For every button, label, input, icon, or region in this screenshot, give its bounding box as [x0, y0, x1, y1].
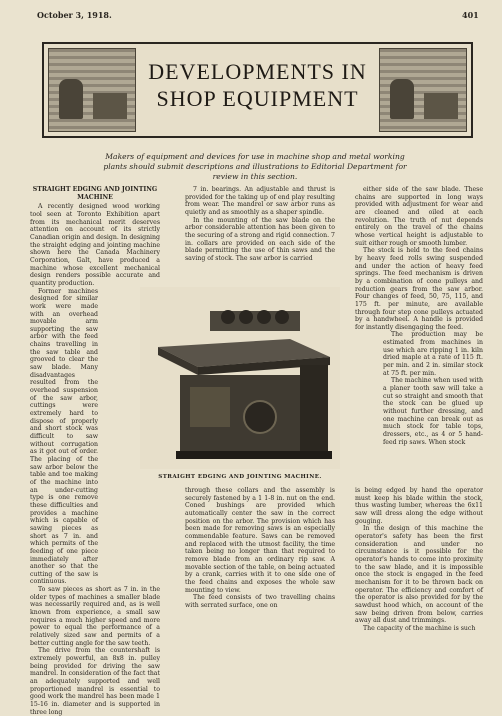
- article-column-2: [185, 186, 335, 263]
- paragraph: Former machines designed for similar work were made with an overhead movable arm supporting the saw arbor with the feed chains travelling in the saw table and grooved to clear the saw blade. Many disadvantages resulted from the overhead suspension of the saw arbor, cuttings were extremely hard to dispose of properly and short stock was difficult to saw without corrugation as it got out of order. The placing of the saw arbor below the table and toe making of the machine into an under-cutting type is one remove these difficulties and provides a machine which is capable of sawing pieces as short as 7 in. and which permits of the feeding of one piece immediately after another so that the cutting of the saw is continuous.: [30, 287, 98, 586]
- paragraph: In the mounting of the saw blade on the arbor considerable attention has been given to the securing of a strong and rigid connection. 7 in. collars are provided on each side of the blade permitting the use of thin saws and the saving of stock. The saw arbor is carried: [185, 216, 335, 262]
- section-banner: [42, 42, 473, 138]
- paragraph: through these collars and the assembly is securely fastened by a 1 1-8 in. nut on the end. Coned bushings are provided which automatically center the saw in the correct position on the arbor. The provision which has been made for removing saws is an especially commendable feature. Saws can be removed and replaced with the utmost facility, the time taken being no longer than that required to remove blade from an ordinary rip saw. A movable section of the table, on being actuated by a crank, carries with it to one side one of the feed chains and exposes the whole saw mounting to view.: [185, 487, 335, 594]
- section-intro: Makers of equipment and devices for use in machine shop and metal working plants should submit descriptions and illustrations to Editorial Department for review in this section.: [103, 152, 407, 181]
- page-date: October 3, 1918.: [37, 10, 112, 20]
- paragraph: is being edged by hand the operator must keep his blade within the stock, thus wasting lumber, whereas the 6x11 saw will dress along the edge without gouging.: [355, 487, 483, 525]
- article-column-3-continued: [355, 487, 483, 632]
- workshop-illustration-left: [48, 48, 136, 132]
- paragraph: To saw pieces as short as 7 in. in the older types of machines a smaller blade was necessarily required and, as is well known from experience, a small saw requires a much higher speed and more power to equal the performance of a relatively sized saw and permits of a better cutting angle for the saw teeth.: [30, 586, 160, 647]
- paragraph: A recently designed wood working tool seen at Toronto Exhibition apart from its mechanical merit deserves attention on account of its strictly Canadian origin and design. In designing the straight edging and jointing machine shown here the Canada Machinery Corporation, Galt, have produced a machine whose excellent mechanical design renders possible accurate and quantity production.: [30, 203, 160, 287]
- article-column-2-continued: [185, 487, 335, 610]
- paragraph: 7 in. bearings. An adjustable and thrust is provided for the taking up of end play resulting from wear. The mandrel or saw arbor runs as quietly and as smoothly as a shaper spindle.: [185, 186, 335, 216]
- paragraph: The drive from the countershaft is extremely powerful, an 8x8 in. pulley being provided for driving the saw mandrel. In consideration of the fact that an adequately supported and well proportioned mandrel is essential to good work the mandrel has been made 1 15-16 in. diameter and is supported in three long: [30, 647, 160, 716]
- photo-caption: STRAIGHT EDGING AND JOINTING MACHINE.: [158, 474, 322, 480]
- paragraph: The production may be estimated from machines in use which are ripping 1 in. kiln dried maple at a rate of 115 ft. per min. and 2 in. similar stock at 75 ft. per min.: [383, 331, 483, 377]
- article-column-3: [355, 186, 483, 446]
- machine-photo: [140, 287, 340, 469]
- article-heading: STRAIGHT EDGING AND JOINTING MACHINE: [32, 186, 158, 201]
- section-title: DEVELOPMENTS IN SHOP EQUIPMENT: [148, 59, 367, 111]
- paragraph: In the design of this machine the operator's safety has been the first consideration and under no circumstance is it possible for the operator's hands to come into proximity to the saw blade, and it is impossible once the stock is engaged in the feed mechanism for it to be thrown back on operator. The efficiency and comfort of the operator is also provided for by the sawdust hood which, on account of the saw being driven from below, carries away all dust and trimmings.: [355, 525, 483, 625]
- page-number: 401: [462, 10, 479, 20]
- paragraph: The machine when used with a planer tooth saw will take a cut so straight and smooth that the stock can be glued up without further dressing, and one machine can break out as much stock for table tops, dressers, etc., as 4 or 5 hand-feed rip saws. When stock: [383, 377, 483, 446]
- paragraph: The capacity of the machine is such: [363, 624, 476, 632]
- paragraph: either side of the saw blade. These chains are supported in long ways provided with adjustment for wear and are cleaned and oiled at each revolution. The truth of nut depends entirely on the travel of the chains whose vertical height is adjustable to suit either rough or smooth lumber.: [355, 186, 483, 247]
- workshop-illustration-right: [379, 48, 467, 132]
- jointing-machine-illustration: [140, 287, 340, 469]
- paragraph: The stock is held to the feed chains by heavy feed rolls swing suspended and under the action of heavy feed springs. The feed mechanism is driven by a combination of cone pulleys and reduction gears from the saw arbor. Four changes of feed, 50, 75, 115, and 175 ft. per minute, are available through four step cone pulleys actuated by a handwheel. A handle is provided for instantly disengaging the feed.: [355, 247, 483, 331]
- paragraph: The feed consists of two travelling chains with serrated surface, one on: [185, 594, 335, 609]
